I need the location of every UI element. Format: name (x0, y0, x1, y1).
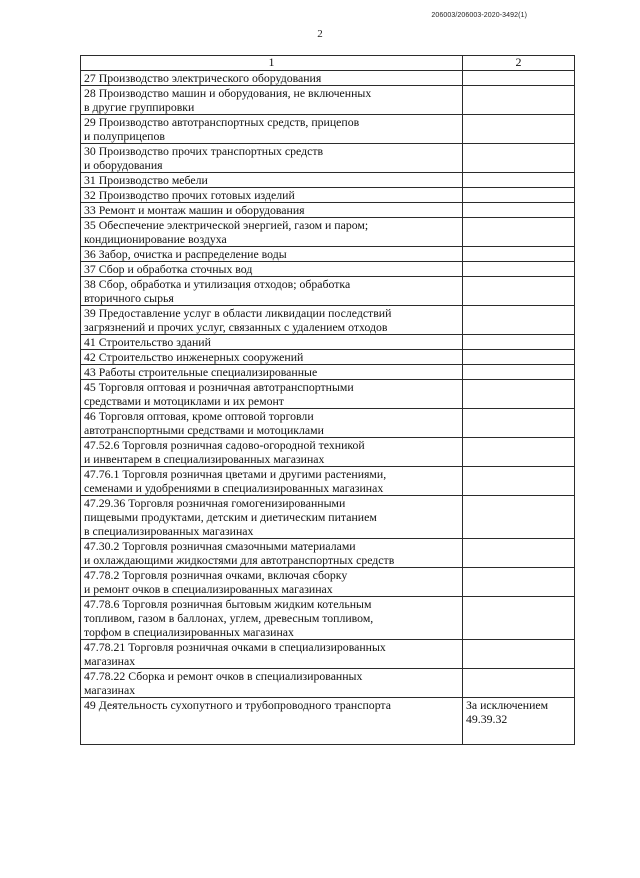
table-row (81, 203, 575, 218)
table-row (81, 380, 575, 409)
note-cell (463, 306, 575, 335)
activity-cell: 37 Сбор и обработка сточных вод (81, 262, 463, 277)
table-header-row (81, 56, 575, 71)
activity-cell: 47.78.2 Торговля розничная очками, включая сборку и ремонт очков в специализированных магазинах (81, 568, 463, 597)
note-cell (463, 203, 575, 218)
table-row (81, 86, 575, 115)
table-row (81, 262, 575, 277)
note-cell (463, 365, 575, 380)
table-row (81, 173, 575, 188)
table-row (81, 144, 575, 173)
note-cell (463, 247, 575, 262)
table-row (81, 306, 575, 335)
note-cell (463, 380, 575, 409)
activity-cell: 38 Сбор, обработка и утилизация отходов; обработка вторичного сырья (81, 277, 463, 306)
table-row (81, 597, 575, 640)
table-row (81, 218, 575, 247)
activities-table (80, 55, 575, 745)
activity-cell: 46 Торговля оптовая, кроме оптовой торговли автотранспортными средствами и мотоциклами (81, 409, 463, 438)
note-cell (463, 438, 575, 467)
note-cell (463, 467, 575, 496)
activity-cell: 30 Производство прочих транспортных средств и оборудования (81, 144, 463, 173)
activity-cell: 47.29.36 Торговля розничная гомогенизированными пищевыми продуктами, детским и диетическим питанием в специализированных магазинах (81, 496, 463, 539)
note-cell (463, 669, 575, 698)
activity-cell: 43 Работы строительные специализированные (81, 365, 463, 380)
activity-cell: 31 Производство мебели (81, 173, 463, 188)
note-cell (463, 640, 575, 669)
table-row (81, 640, 575, 669)
activity-cell: 41 Строительство зданий (81, 335, 463, 350)
table-row (81, 539, 575, 568)
activity-cell: 39 Предоставление услуг в области ликвидации последствий загрязнений и прочих услуг, связанных с удалением отходов (81, 306, 463, 335)
note-cell (463, 86, 575, 115)
table-row (81, 350, 575, 365)
activity-cell: 33 Ремонт и монтаж машин и оборудования (81, 203, 463, 218)
activity-cell: 32 Производство прочих готовых изделий (81, 188, 463, 203)
note-cell (463, 568, 575, 597)
note-cell (463, 144, 575, 173)
activity-cell: 49 Деятельность сухопутного и трубопроводного транспорта (81, 698, 463, 745)
activity-cell: 36 Забор, очистка и распределение воды (81, 247, 463, 262)
table-row (81, 71, 575, 86)
activity-cell: 35 Обеспечение электрической энергией, газом и паром; кондиционирование воздуха (81, 218, 463, 247)
table-row (81, 669, 575, 698)
table-row (81, 698, 575, 745)
column-header-2: 2 (463, 56, 575, 71)
note-cell (463, 277, 575, 306)
table-row (81, 409, 575, 438)
note-cell (463, 262, 575, 277)
activity-cell: 28 Производство машин и оборудования, не включенных в другие группировки (81, 86, 463, 115)
note-cell (463, 335, 575, 350)
note-cell (463, 188, 575, 203)
activity-cell: 47.78.21 Торговля розничная очками в специализированных магазинах (81, 640, 463, 669)
note-cell (463, 173, 575, 188)
note-cell (463, 597, 575, 640)
activity-cell: 47.78.6 Торговля розничная бытовым жидким котельным топливом, газом в баллонах, углем, древесным топливом, торфом в специализированных магазинах (81, 597, 463, 640)
table-row (81, 568, 575, 597)
page-number: 2 (317, 28, 323, 40)
note-cell (463, 350, 575, 365)
table-row (81, 277, 575, 306)
activity-cell: 47.78.22 Сборка и ремонт очков в специализированных магазинах (81, 669, 463, 698)
note-cell (463, 218, 575, 247)
activity-cell: 42 Строительство инженерных сооружений (81, 350, 463, 365)
note-cell (463, 71, 575, 86)
note-cell (463, 496, 575, 539)
table-row (81, 496, 575, 539)
table-row (81, 188, 575, 203)
activity-cell: 47.30.2 Торговля розничная смазочными материалами и охлаждающими жидкостями для автотранспортных средств (81, 539, 463, 568)
table-row (81, 115, 575, 144)
activity-cell: 27 Производство электрического оборудования (81, 71, 463, 86)
note-cell (463, 539, 575, 568)
document-id: 206003/206003-2020-3492(1) (431, 12, 527, 19)
note-cell (463, 409, 575, 438)
table-row (81, 438, 575, 467)
note-cell (463, 115, 575, 144)
note-cell: За исключением 49.39.32 (463, 698, 575, 745)
table-row (81, 365, 575, 380)
column-header-1: 1 (81, 56, 463, 71)
table-row (81, 467, 575, 496)
activity-cell: 47.52.6 Торговля розничная садово-огородной техникой и инвентарем в специализированных магазинах (81, 438, 463, 467)
activity-cell: 29 Производство автотранспортных средств, прицепов и полуприцепов (81, 115, 463, 144)
table-row (81, 247, 575, 262)
activity-cell: 47.76.1 Торговля розничная цветами и другими растениями, семенами и удобрениями в специализированных магазинах (81, 467, 463, 496)
table-row (81, 335, 575, 350)
activity-cell: 45 Торговля оптовая и розничная автотранспортными средствами и мотоциклами и их ремонт (81, 380, 463, 409)
